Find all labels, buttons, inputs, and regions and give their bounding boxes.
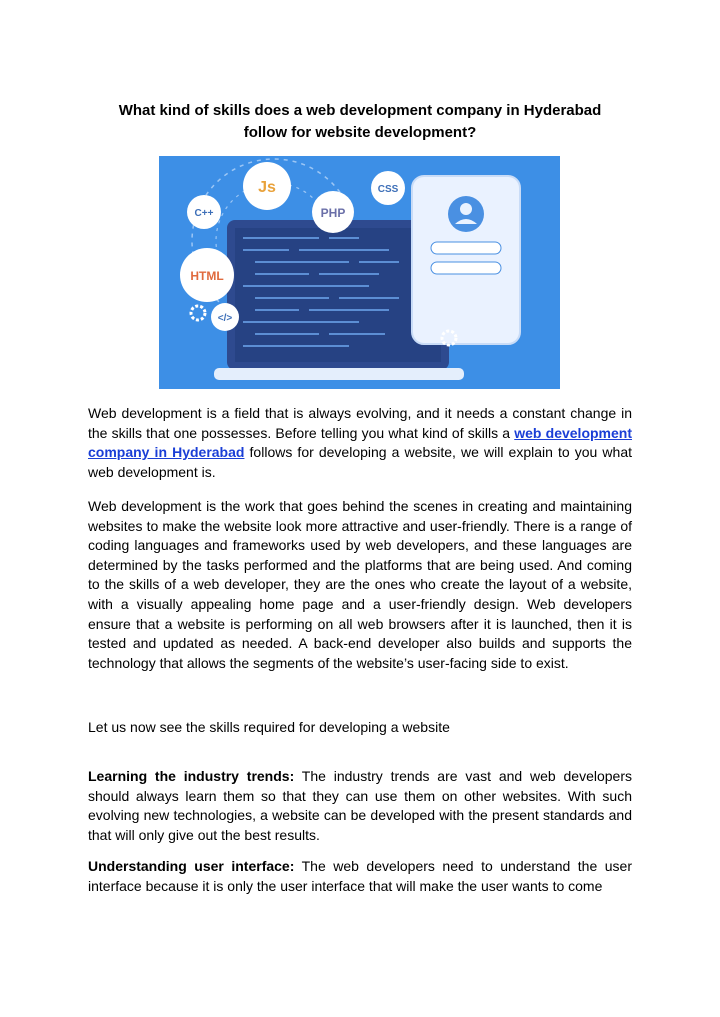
svg-text:Js: Js	[258, 179, 276, 196]
svg-text:</>: </>	[217, 313, 233, 324]
paragraph-intro	[88, 404, 632, 482]
svg-text:CSS: CSS	[377, 184, 399, 195]
hero-illustration	[159, 156, 560, 389]
svg-text:HTML: HTML	[190, 269, 224, 283]
svg-text:C++: C++	[194, 208, 214, 219]
industry-trends-body: The industry trends are vast and web developers should always learn them so that they can use them on other websites. With such evolving new technologies, a website can be developed with the present standards and that will only give out the best results.	[88, 768, 633, 843]
badge-css	[371, 171, 405, 205]
web-dev-company-link[interactable]: web development company in Hyderabad	[88, 424, 633, 461]
phone-input-1	[431, 242, 501, 254]
page-title	[88, 100, 632, 144]
skills-intro-text: Let us now see the skills required for developing a website	[88, 719, 450, 735]
title-line-1: What kind of skills does a web development company in Hyderabad	[118, 102, 602, 119]
definition-text: Web development is the work that goes behind the scenes in creating and maintaining websites to make the website look more attractive and user-friendly. There is a range of coding languages and frameworks used by web developers, and these languages are determined by the tasks performed and the platforms that are being used. And coming to the skills of a web developer, they are the ones who create the layout of a website, with a visually appealing home page and a user-friendly design. Web developers ensure that a website is performing on all web browsers after it is launched, then it is tested and updated as needed. A back-end developer also builds and supports the technology that allows the segments of the website’s user-facing side to exist.	[88, 498, 632, 671]
paragraph-industry-trends	[88, 767, 632, 845]
badge-php	[312, 191, 354, 233]
laptop-base	[214, 368, 464, 380]
paragraph-user-interface	[88, 857, 632, 896]
intro-text-after: follows for developing a website, we will explain to you what web development is.	[88, 444, 632, 480]
svg-text:PHP: PHP	[320, 206, 346, 220]
phone-input-2	[431, 262, 501, 274]
user-interface-body: The web developers need to understand the user interface because it is only the user interface that will make the user wants to come	[88, 858, 632, 894]
paragraph-definition	[88, 497, 632, 673]
industry-trends-heading: Learning the industry trends:	[88, 768, 295, 784]
badge-js	[243, 162, 291, 210]
hero-svg	[159, 156, 560, 389]
intro-text-before: Web development is a field that is always evolving, and it needs a constant change in the skills that one possesses. Before telling you what kind of skills a	[88, 405, 632, 441]
badge-cpp	[187, 195, 221, 229]
title-line-2: follow for website development?	[243, 124, 477, 141]
badge-html	[180, 248, 234, 302]
user-interface-heading: Understanding user interface:	[88, 858, 295, 874]
paragraph-skills-intro	[88, 718, 632, 738]
badge-code	[211, 303, 239, 331]
laptop-display	[235, 228, 441, 362]
